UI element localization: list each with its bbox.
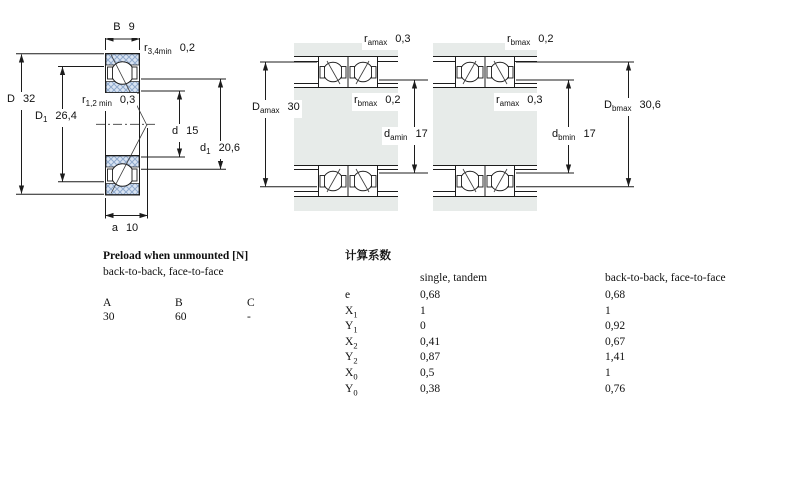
dim-subscript: 3,4min (147, 47, 172, 57)
dim-value: 0,2 (179, 42, 195, 54)
factor-value-single: 0,68 (420, 289, 441, 301)
dim-subscript: 1 (42, 115, 48, 125)
paired-arrangement-drawing-b (433, 43, 634, 211)
factor-value-paired: 1,41 (605, 351, 626, 364)
factor-value-single: 0 (420, 320, 426, 333)
factor-subscript: 0 (353, 386, 358, 397)
dim-value: 30 (287, 101, 300, 113)
factor-value-single: 0,38 (420, 382, 441, 395)
dim-value: 20,6 (218, 142, 240, 154)
dim-value: 9 (128, 21, 135, 33)
dim-symbol: D (35, 110, 43, 122)
dim-B-label (103, 20, 145, 38)
preload-value-c: - (247, 311, 251, 323)
preload-col-b-header: B (175, 297, 183, 309)
dim-subscript: amax (367, 38, 388, 48)
factor-value-single: 0,5 (420, 366, 435, 379)
calculation-factors-table (345, 249, 726, 397)
factor-value-single: 0,41 (420, 335, 441, 348)
factor-value-paired: 1 (605, 366, 611, 379)
factor-row-x1 (345, 304, 726, 320)
dim-symbol: r (82, 94, 86, 106)
dim-a-label (101, 221, 149, 239)
dim-symbol: B (113, 21, 121, 33)
dim-symbol: D (252, 101, 260, 113)
dim-subscript: amin (390, 133, 408, 143)
preload-col-a-header: A (103, 297, 112, 309)
factor-row-e (345, 288, 726, 304)
dim-value: 17 (415, 128, 428, 140)
dim-subscript: amax (499, 99, 520, 109)
dim-value: 0,2 (385, 94, 401, 106)
preload-value-row (103, 310, 255, 324)
factor-value-paired: 0,92 (605, 320, 626, 333)
preload-col-c-header: C (247, 297, 255, 309)
dim-D1-label (33, 109, 79, 127)
dim-value: 0,3 (119, 94, 136, 106)
factors-header-row (345, 271, 726, 288)
dim-value: 0,3 (527, 94, 543, 106)
dim-d-label (170, 124, 200, 142)
dim-symbol: d (552, 128, 559, 140)
dim-rbmax-label-b (505, 32, 556, 50)
factor-row-y1 (345, 319, 726, 335)
dim-value: 32 (22, 93, 36, 105)
factor-value-paired: 0,76 (605, 382, 626, 395)
dim-value: 0,2 (538, 33, 554, 45)
dim-symbol: d (384, 128, 391, 140)
factor-symbol: X (345, 366, 354, 379)
factor-value-single: 0,87 (420, 351, 441, 364)
factor-symbol: X (345, 304, 354, 317)
dim-rbmax-label-a (352, 93, 403, 111)
dim-subscript: bmin (558, 133, 576, 143)
factors-col1-header: single, tandem (420, 272, 488, 284)
dim-value: 10 (125, 222, 139, 234)
dim-damin-label (382, 127, 430, 145)
factor-value-paired: 0,67 (605, 335, 626, 348)
factor-symbol: X (345, 335, 354, 348)
factor-subscript: 0 (353, 371, 358, 382)
dim-symbol: r (496, 94, 500, 106)
dim-r34min-label (142, 41, 197, 59)
dim-symbol: a (111, 222, 118, 234)
factor-subscript: 2 (353, 355, 358, 366)
factors-title: 计算系数 (345, 250, 391, 262)
dim-symbol: D (604, 99, 612, 111)
dim-dbmin-label (550, 127, 598, 145)
dim-ramax-label-a (362, 32, 413, 50)
factor-row-y0 (345, 382, 726, 398)
preload-table (103, 249, 255, 324)
dim-d1-label (198, 141, 242, 159)
dim-symbol: r (364, 33, 368, 45)
dim-symbol: r (507, 33, 511, 45)
factor-symbol: Y (345, 320, 354, 333)
factor-row-y2 (345, 350, 726, 366)
factor-symbol: Y (345, 382, 354, 395)
dim-value: 17 (583, 128, 596, 140)
dim-symbol: r (144, 42, 148, 54)
dim-value: 26,4 (55, 110, 77, 122)
dim-subscript: bmax (611, 104, 632, 114)
factor-value-paired: 0,68 (605, 289, 626, 301)
dim-r12min-label (80, 93, 137, 111)
factor-subscript: 2 (353, 340, 358, 351)
dim-Damax-label (250, 100, 302, 118)
dim-subscript: bmax (510, 38, 531, 48)
preload-title: Preload when unmounted [N] (103, 250, 249, 262)
preload-value-b: 60 (175, 311, 187, 323)
preload-value-a: 30 (103, 311, 115, 323)
dim-D-label (5, 92, 37, 110)
dim-symbol: D (7, 93, 15, 105)
dim-value: 0,3 (395, 33, 411, 45)
dim-Dbmax-label (602, 98, 663, 116)
factor-symbol: Y (345, 351, 354, 364)
dim-subscript: 1 (206, 147, 211, 157)
factor-row-x0 (345, 366, 726, 382)
factor-value-paired: 1 (605, 304, 611, 317)
dim-ramax-label-b (494, 93, 545, 111)
factor-row-x2 (345, 335, 726, 351)
preload-subtitle: back-to-back, face-to-face (103, 266, 224, 278)
preload-header-row (103, 296, 255, 310)
factor-subscript: 1 (353, 308, 358, 319)
factor-subscript: 1 (353, 324, 358, 335)
dim-subscript: bmax (357, 99, 378, 109)
factor-symbol: e (345, 289, 351, 301)
dim-value: 30,6 (639, 99, 661, 111)
dim-symbol: d (172, 125, 179, 137)
dim-value: 15 (186, 125, 199, 137)
dim-subscript: 1,2 min (85, 99, 112, 109)
dim-symbol: d (200, 142, 207, 154)
factors-col2-header: back-to-back, face-to-face (605, 272, 726, 284)
factor-value-single: 1 (420, 304, 426, 317)
dim-subscript: amax (259, 106, 280, 116)
dim-symbol: r (354, 94, 358, 106)
